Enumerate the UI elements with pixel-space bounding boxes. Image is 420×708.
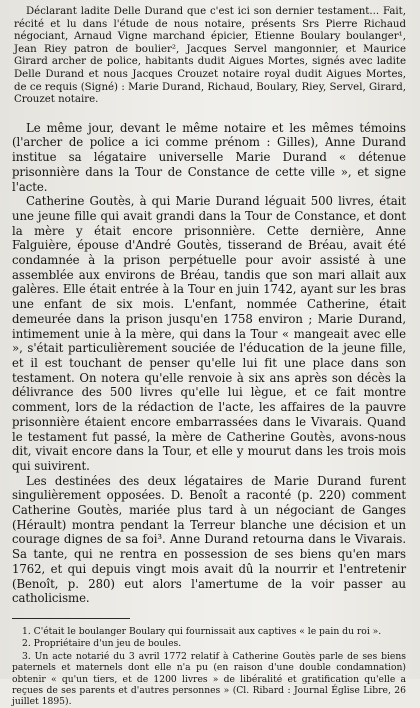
footnote-divider — [12, 618, 130, 619]
footnote: 3. Un acte notarié du 3 avril 1772 relatif à Catherine Goutès parle de ses biens paternels et maternels dont elle n'a pu (en raison d'une double condamnation) obtenir « qu'un tiers, et de 1200 livres » de libéralité et gratification qu'elle a reçues de ses parents et d'autres personnes » (Cl. Ribard : Journal Église Libre, 26 juillet 1895). — [12, 650, 406, 708]
body-paragraph: Le même jour, devant le même notaire et les mêmes témoins (l'archer de police a ici comme prénom : Gilles), Anne Durand institue sa légataire universelle Marie Durand « détenue prisonnière dans la Tour de Constance de cette ville », et signe l'acte. — [12, 120, 406, 194]
footnote: 1. C'était le boulanger Boulary qui fournissait aux captives « le pain du roi ». — [22, 625, 382, 637]
quoted-testament-excerpt: Déclarant ladite Delle Durand que c'est ici son dernier testament... Fait, récité et lu dans l'étude de nous notaire, présents Srs Pierre Richaud négociant, Arnaud Vigne marchand épicier, Etienne Boulary boulanger¹, Jean Riey patron de boulier², Jacques Servel mangonnier, et Maurice Girard archer de police, habitants dudit Aigues Mortes, signés avec ladite Delle Durand et nous Jacques Crouzet notaire royal dudit Aigues Mortes, de ce requis (Signé) : Marie Durand, Richaud, Boulary, Riey, Servel, Girard, Crouzet notaire. — [14, 6, 406, 106]
body-paragraph: Catherine Goutès, à qui Marie Durand léguait 500 livres, était une jeune fille qui avait grandi dans la Tour de Constance, et dont la mère y était encore prisonnière. Cette dernière, Anne Falguière, épouse d'André Goutès, tisserand de Bréau, avait été condamnée à la prison perpétuelle pour avoir assisté à une assemblée aux environs de Bréau, tandis que son mari allait aux galères. Elle était entrée à la Tour en juin 1742, ayant sur les bras une enfant de six mois. L'enfant, nommée Catherine, était demeurée dans la prison jusqu'en 1758 environ ; Marie Durand, intimement unie à la mère, qui dans la Tour « mangeait avec elle », s'était particulièrement souciée de l'éducation de la jeune fille, et il est touchant de penser qu'elle lui fit une place dans son testament. On notera qu'elle renvoie à six ans après son décès la délivrance des 500 livres qu'elle lui lègue, et ce fait montre comment, lors de la rédaction de l'acte, les affaires de la pauvre prisonnière étaient encore embarrassées dans le Vivarais. Quand le testament fut passé, la mère de Catherine Goutès, avons-nous dit, vivait encore dans la Tour, et elle y mourut dans les trois mois qui suivirent. — [12, 194, 406, 473]
footnotes — [12, 626, 406, 708]
footnote: 2. Propriétaire d'un jeu de boules. — [22, 638, 182, 650]
body-paragraph: Les destinées des deux légataires de Marie Durand furent singulièrement opposées. D. Benoît a raconté (p. 220) comment Catherine Goutès, mariée plus tard à un négociant de Ganges (Hérault) montra pendant la Terreur blanche une décision et un courage dignes de sa foi³. Anne Durand retourna dans le Vivarais. Sa tante, qui ne rentra en possession de ses biens qu'en mars 1762, et qui depuis vingt mois avait dû la nourrir et l'entretenir (Benoît, p. 280) eut alors l'amertume de la voir passer au catholicisme. — [12, 473, 406, 606]
